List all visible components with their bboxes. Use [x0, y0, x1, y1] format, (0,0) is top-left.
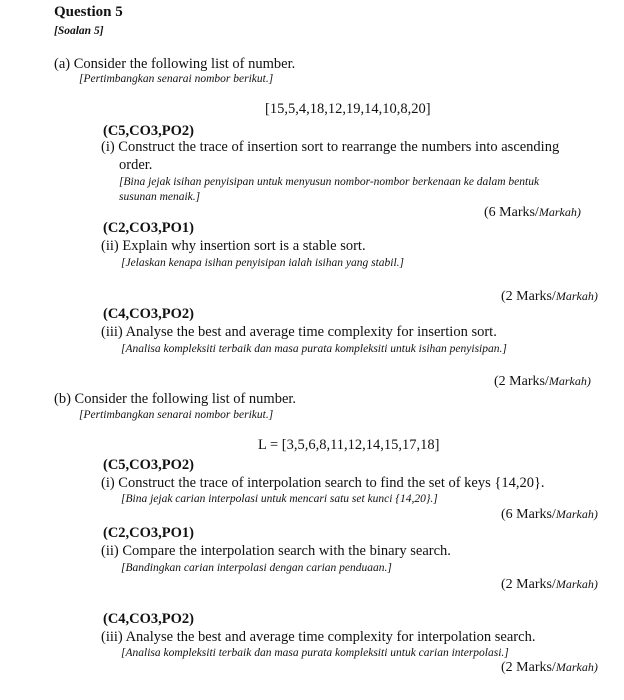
part-b-q1-text: (i) Construct the trace of interpolation search to find the set of keys {14,20}. — [101, 475, 545, 491]
part-a-intro-ms: [Pertimbangkan senarai nombor berikut.] — [79, 73, 274, 85]
part-a-q2-text: (ii) Explain why insertion sort is a stable sort. — [101, 238, 366, 254]
part-a-q1-text-line1: (i) Construct the trace of insertion sort to rearrange the numbers into ascending — [101, 139, 560, 155]
part-a-q1-code: (C5,CO3,PO2) — [103, 123, 195, 139]
question-title: Question 5 — [54, 4, 123, 20]
part-a-q1-ms-line1: [Bina jejak isihan penyisipan untuk menyusun nombor-nombor berkenaan ke dalam bentuk — [119, 176, 540, 188]
part-a-q1-text-line2: order. — [119, 157, 153, 173]
part-b-q1-code: (C5,CO3,PO2) — [103, 457, 195, 473]
part-a-q3-code: (C4,CO3,PO2) — [103, 306, 195, 322]
part-b-q3-text: (iii) Analyse the best and average time complexity for interpolation search. — [101, 629, 536, 645]
part-b-q1-ms: [Bina jejak carian interpolasi untuk mencari satu set kunci {14,20}.] — [121, 493, 438, 505]
part-a-q2-ms: [Jelaskan kenapa isihan penyisipan ialah isihan yang stabil.] — [121, 257, 405, 269]
part-a-number-list: [15,5,4,18,12,19,14,10,8,20] — [265, 101, 431, 117]
part-b-number-list: L = [3,5,6,8,11,12,14,15,17,18] — [258, 437, 440, 453]
part-a-q1-marks: (6 Marks/Markah) — [484, 205, 581, 220]
part-b-q2-code: (C2,CO3,PO1) — [103, 525, 195, 541]
question-subtitle: [Soalan 5] — [54, 25, 104, 37]
part-a-q2-marks: (2 Marks/Markah) — [501, 289, 598, 304]
part-b-intro-ms: [Pertimbangkan senarai nombor berikut.] — [79, 409, 274, 421]
part-a-q3-marks: (2 Marks/Markah) — [494, 374, 591, 389]
part-a-q3-text: (iii) Analyse the best and average time complexity for insertion sort. — [101, 324, 497, 340]
part-b-q2-ms: [Bandingkan carian interpolasi dengan carian penduaan.] — [121, 562, 392, 574]
part-b-intro: (b) Consider the following list of number. — [54, 391, 297, 407]
part-b-q2-text: (ii) Compare the interpolation search with the binary search. — [101, 543, 451, 559]
part-b-q3-code: (C4,CO3,PO2) — [103, 611, 195, 627]
part-a-q3-ms: [Analisa kompleksiti terbaik dan masa purata kompleksiti untuk isihan penyisipan.] — [121, 343, 507, 355]
part-b-q2-marks: (2 Marks/Markah) — [501, 577, 598, 592]
part-b-q3-marks: (2 Marks/Markah) — [501, 660, 598, 675]
part-a-q2-code: (C2,CO3,PO1) — [103, 220, 195, 236]
part-b-q1-marks: (6 Marks/Markah) — [501, 507, 598, 522]
part-a-intro: (a) Consider the following list of number. — [54, 56, 296, 72]
part-a-q1-ms-line2: susunan menaik.] — [119, 191, 201, 203]
part-b-q3-ms: [Analisa kompleksiti terbaik dan masa purata kompleksiti untuk carian interpolasi.] — [121, 647, 509, 659]
